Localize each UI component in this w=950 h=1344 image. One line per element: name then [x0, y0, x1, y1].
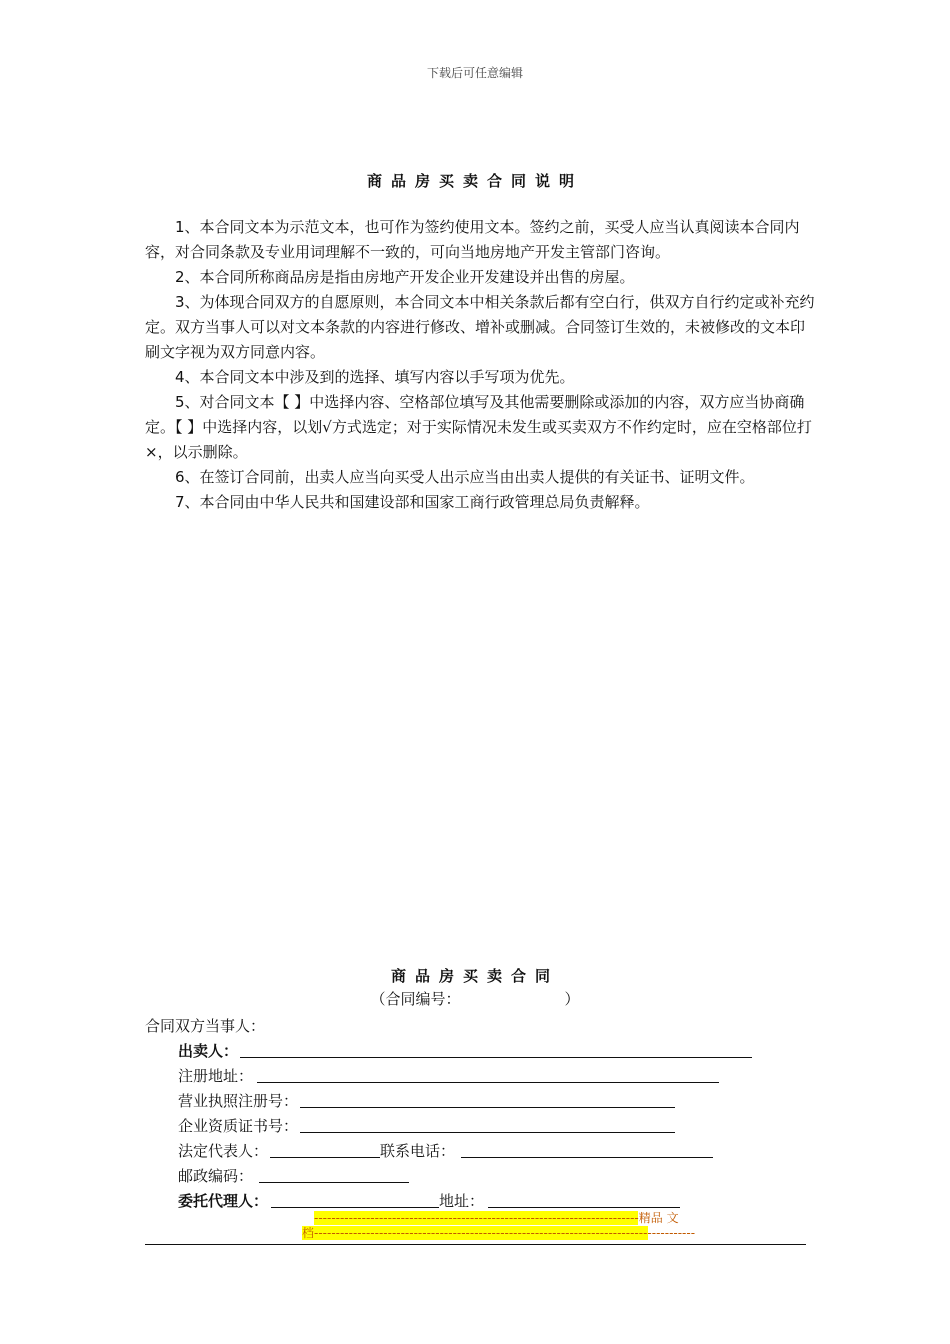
qualification-row — [178, 1115, 675, 1137]
address-label: 注册地址： — [178, 1067, 254, 1085]
phone-field[interactable] — [461, 1140, 713, 1158]
license-label: 营业执照注册号： — [178, 1092, 299, 1110]
explanation-paragraph: 7、本合同由中华人民共和国建设部和国家工商行政管理总局负责解释。 — [175, 493, 650, 511]
address-field[interactable] — [257, 1065, 719, 1083]
license-field[interactable] — [300, 1090, 675, 1108]
legal-rep-field[interactable] — [270, 1140, 380, 1158]
agent-row — [178, 1190, 680, 1212]
qualification-field[interactable] — [300, 1115, 675, 1133]
seller-label: 出卖人： — [178, 1042, 239, 1060]
explanation-paragraph: 2、本合同所称商品房是指由房地产开发企业开发建设并出售的房屋。 — [175, 268, 635, 286]
explanation-title: 商品房买卖合同说明 — [366, 172, 583, 190]
agent-label: 委托代理人： — [178, 1192, 269, 1210]
seller-field[interactable] — [240, 1040, 752, 1058]
explanation-paragraph: 5、对合同文本【 】中选择内容、空格部位填写及其他需要删除或添加的内容，双方应当协商确定。【 】中选择内容，以划√方式选定；对于实际情况未发生或买卖双方不作约定时，应在空格部位打×，以示删除。 — [145, 393, 812, 461]
explanation-paragraph: 6、在签订合同前，出卖人应当向买受人出示应当由出卖人提供的有关证书、证明文件。 — [175, 468, 755, 486]
legal-rep-row — [178, 1140, 713, 1162]
contract-number-close: ） — [564, 990, 580, 1008]
license-row — [178, 1090, 675, 1112]
legal-rep-label: 法定代表人： — [178, 1142, 269, 1160]
explanation-paragraph: 4、本合同文本中涉及到的选择、填写内容以手写项为优先。 — [175, 368, 575, 386]
contract-number-open: （合同编号： — [370, 990, 461, 1008]
watermark-line-2: 档---------------------------------------------------------------------------------------- — [302, 1226, 696, 1240]
postcode-row — [178, 1165, 409, 1187]
postcode-label: 邮政编码： — [178, 1167, 254, 1185]
contract-number — [0, 988, 950, 1009]
agent-address-label: 地址： — [439, 1192, 485, 1210]
parties-label: 合同双方当事人： — [145, 1017, 266, 1035]
qualification-label: 企业资质证书号： — [178, 1117, 299, 1135]
contract-title: 商品房买卖合同 — [390, 967, 559, 985]
seller-row — [178, 1040, 752, 1062]
page-bottom-rule — [145, 1244, 806, 1245]
agent-address-field[interactable] — [488, 1190, 680, 1208]
address-row — [178, 1065, 719, 1087]
explanation-body — [145, 215, 815, 515]
agent-field[interactable] — [271, 1190, 439, 1208]
page-header-note: 下载后可任意编辑 — [426, 66, 523, 80]
explanation-paragraph: 3、为体现合同双方的自愿原则，本合同文本中相关条款后都有空白行，供双方自行约定或补充约定。双方当事人可以对文本条款的内容进行修改、增补或删减。合同签订生效的，未被修改的文本印刷文字视为双方同意内容。 — [145, 293, 815, 361]
postcode-field[interactable] — [259, 1165, 409, 1183]
phone-label: 联系电话： — [380, 1142, 456, 1160]
watermark-line-1: ---------------------------------------------------------------------------精品 文 — [314, 1211, 679, 1225]
explanation-paragraph: 1、本合同文本为示范文本，也可作为签约使用文本。签约之前，买受人应当认真阅读本合同内容，对合同条款及专业用词理解不一致的，可向当地房地产开发主管部门咨询。 — [145, 218, 800, 261]
